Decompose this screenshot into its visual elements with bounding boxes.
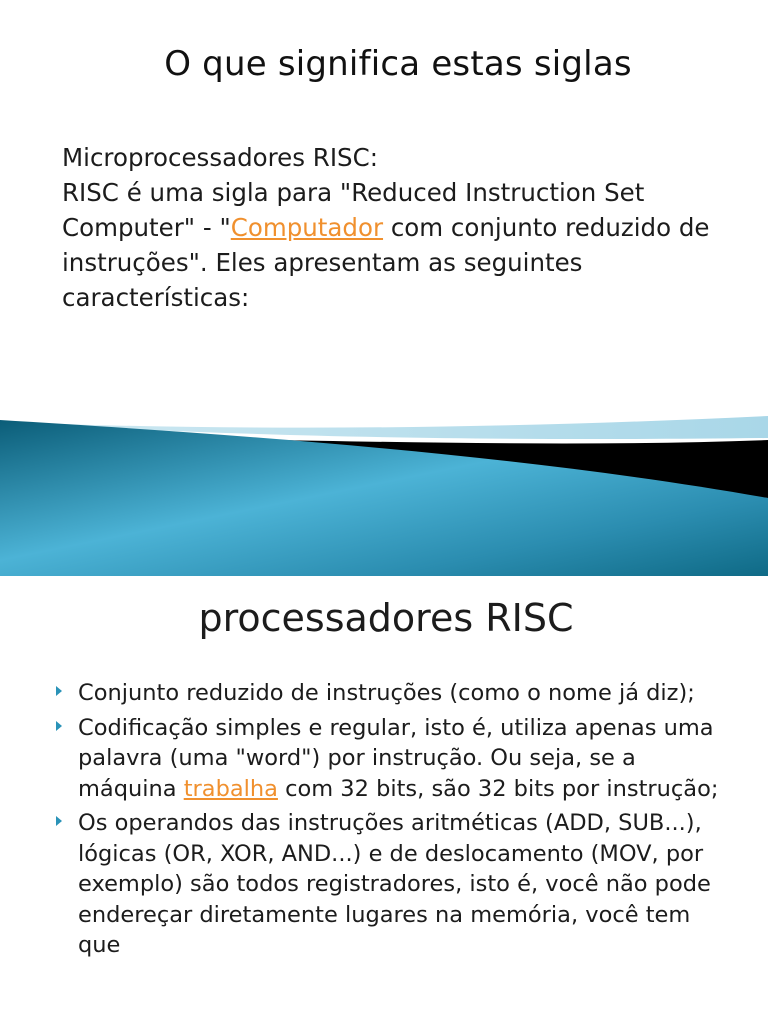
bullet-text-start: Codificação simples e regular, isto é, utiliza apenas uma palavra (uma "word") por instrução. Ou seja, se a máquina xyxy=(78,714,714,802)
slide-1-paragraph xyxy=(62,175,722,315)
slide-1-title: O que significa estas siglas xyxy=(164,44,632,84)
bullet-text-end: com 32 bits, são 32 bits por instrução; xyxy=(277,775,719,802)
triangle-bullet-icon xyxy=(56,721,62,731)
paragraph-text-end: com conjunto reduzido de instruções". Eles apresentam as seguintes características: xyxy=(62,213,710,312)
list-item xyxy=(54,808,734,961)
list-item xyxy=(54,713,734,805)
decorative-wave-banner xyxy=(0,408,768,576)
slide-2-title: processadores RISC xyxy=(198,596,574,640)
triangle-bullet-icon xyxy=(56,686,62,696)
slide-1-heading: Microprocessadores RISC: xyxy=(62,143,378,172)
bullet-text: Os operandos das instruções aritméticas (ADD, SUB...), lógicas (OR, XOR, AND...) e de deslocamento (MOV, por exemplo) são todos registradores, isto é, você não pode endereçar diretamente lugares na memória, você tem que xyxy=(78,810,711,958)
bullet-text: Conjunto reduzido de instruções (como o nome já diz); xyxy=(78,680,695,706)
triangle-bullet-icon xyxy=(56,816,62,826)
slide-2 xyxy=(0,576,768,1024)
slide-1-body xyxy=(62,140,722,315)
trabalha-link[interactable]: trabalha xyxy=(183,775,278,802)
computador-link[interactable]: Computador xyxy=(230,213,384,242)
list-item xyxy=(54,678,734,709)
bullet-list xyxy=(54,678,734,965)
paragraph-text-start: RISC é uma sigla para "Reduced Instruction Set Computer" - " xyxy=(62,178,645,242)
